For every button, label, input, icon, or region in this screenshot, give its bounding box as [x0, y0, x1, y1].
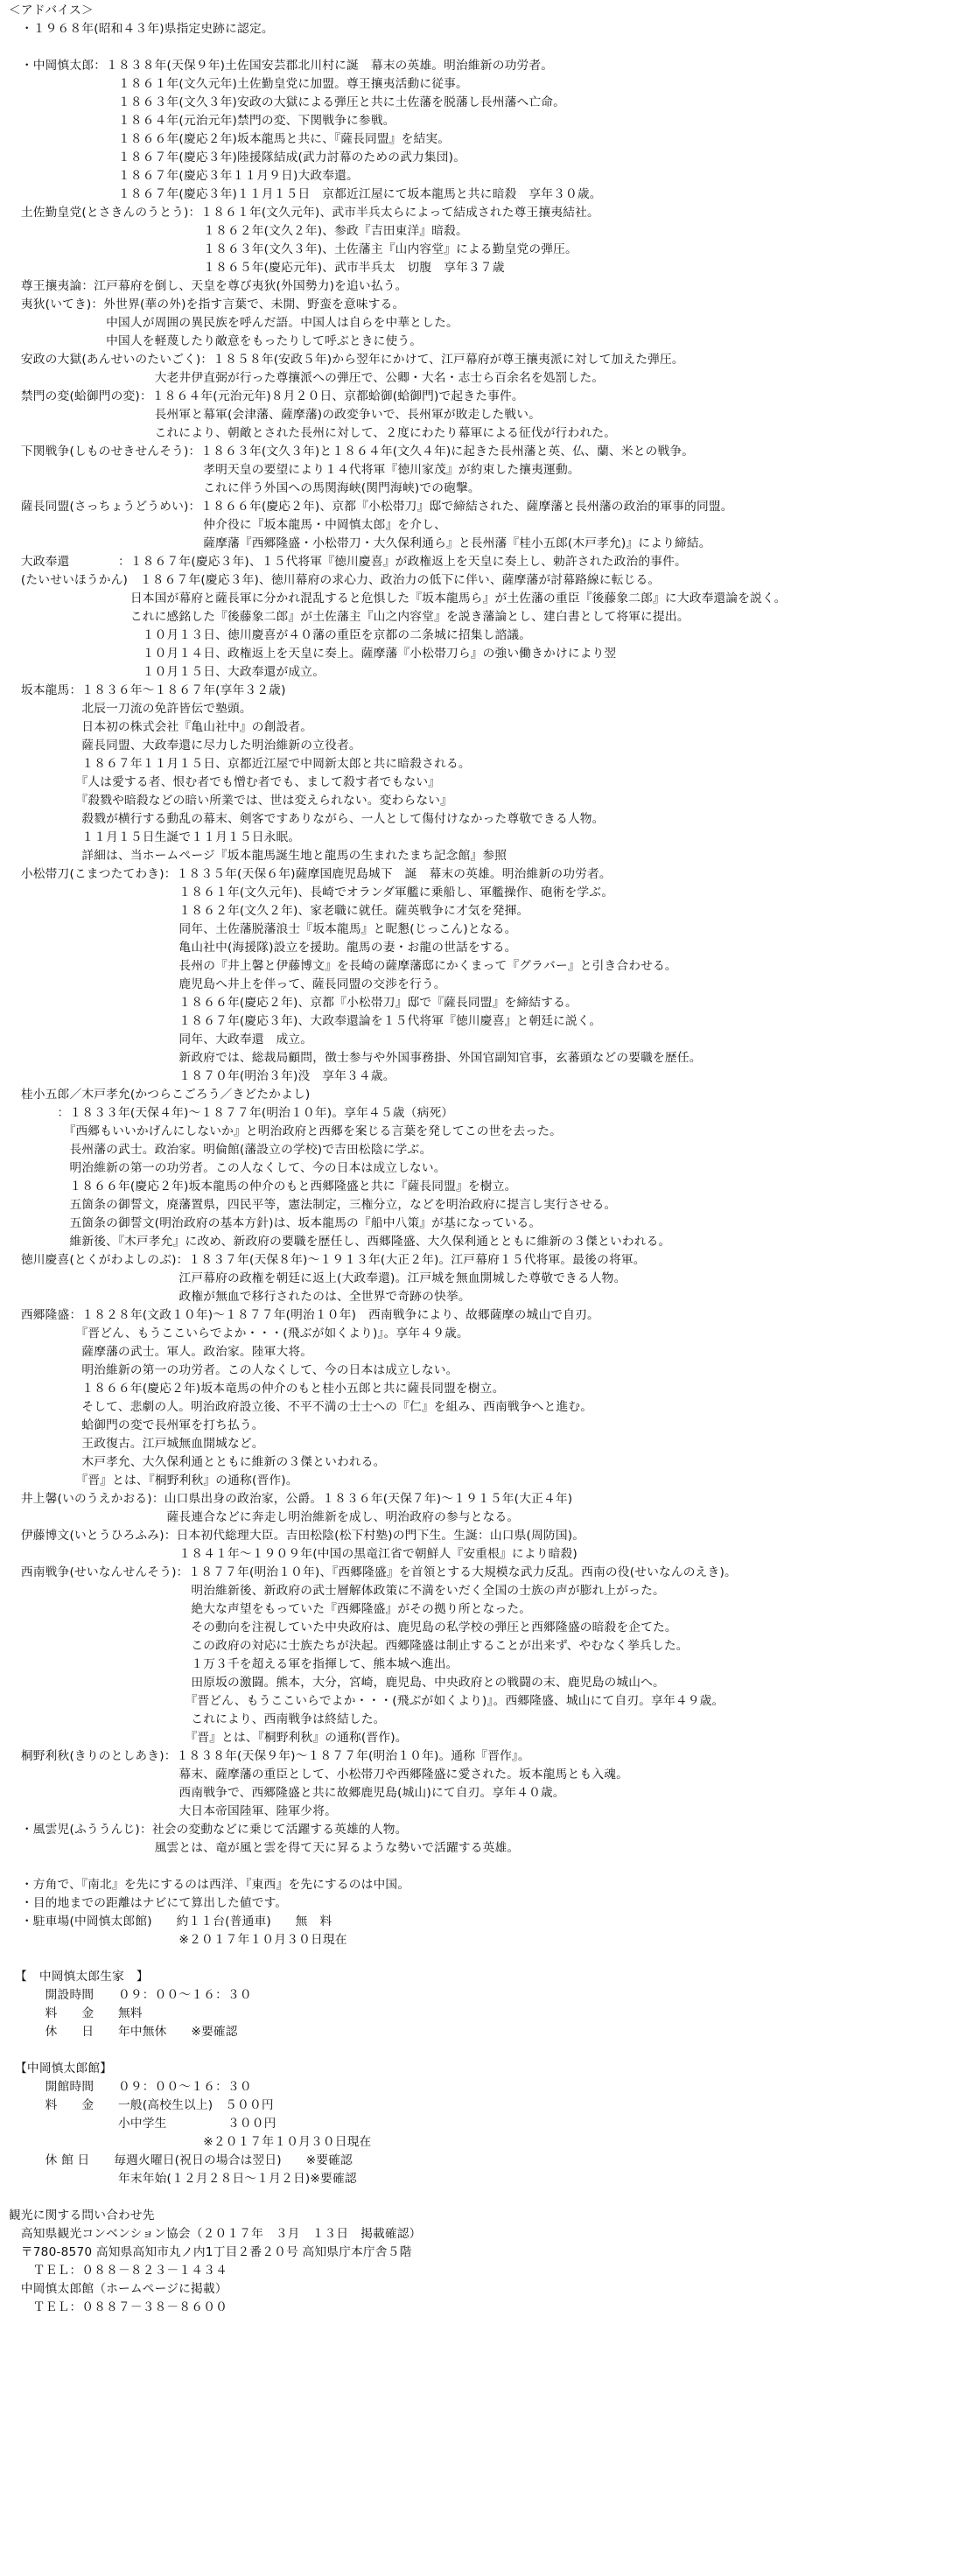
text-line: 明治維新の第一の功労者。この人なくして、今の日本は成立しない。: [9, 1161, 446, 1175]
blank-line: [9, 1858, 971, 1876]
text-line: 亀山社中(海援隊)設立を援助。龍馬の妻・お龍の世話をする。: [9, 941, 517, 955]
text-line: 料 金 無料: [9, 2006, 143, 2020]
text-line: １８６３年(文久３年)安政の大獄による弾圧と共に土佐藩を脱藩し長州藩へ亡命。: [9, 95, 566, 109]
text-line: １８６７年(慶応３年)１１月１５日 京都近江屋にて坂本龍馬と共に暗殺 享年３０歳。: [9, 187, 602, 201]
text-line: 〒780-8570 高知県高知市丸ノ内1丁目２番２０号 高知県庁本庁舎５階: [9, 2245, 412, 2259]
text-line: 尊王攘夷論：江戸幕府を倒し、天皇を尊び夷狄(外国勢力)を追い払う。: [9, 279, 408, 293]
text-line: 明治維新後、新政府の武士層解体政策に不満をいだく全国の士族の声が膨れ上がった。: [9, 1584, 665, 1598]
text-line: 大政奉還 ：１８６７年(慶応３年)、１５代将軍『徳川慶喜』が政権返上を天皇に奏上し、勅許された政治的事件。: [9, 555, 687, 569]
text-line: 詳細は、当ホームページ『坂本龍馬誕生地と龍馬の生まれたまち記念館』参照: [9, 849, 508, 863]
blank-line: [9, 2188, 971, 2207]
text-line: ：１８３３年(天保４年)～１８７７年(明治１０年)。享年４５歳（病死）: [9, 1106, 454, 1120]
text-line: １１月１５日生誕で１１月１５日永眠。: [9, 830, 301, 844]
text-line: 北辰一刀流の免許皆伝で塾頭。: [9, 702, 252, 716]
text-line: 長州藩の武士。政治家。明倫館(藩設立の学校)で吉田松陰に学ぶ。: [9, 1143, 432, 1157]
text-line: ・目的地までの距離はナビにて算出した値です。: [9, 1896, 288, 1910]
text-line: ※２０１７年１０月３０日現在: [9, 2135, 372, 2149]
text-line: その動向を注視していた中央政府は、鹿児島の私学校の弾圧と西郷隆盛の暗殺を企てた。: [9, 1620, 677, 1634]
text-line: 【 中岡慎太郎生家 】: [9, 1970, 149, 1984]
text-line: 王政復古。江戸城無血開城など。: [9, 1437, 264, 1451]
text-line: 五箇条の御誓文(明治政府の基本方針)は、坂本龍馬の『船中八策』が基になっている。: [9, 1216, 542, 1230]
blank-line: [9, 38, 971, 57]
text-line: 『晋』とは、『桐野利秋』の通称(晋作)。: [9, 1731, 408, 1745]
text-line: ※２０１７年１０月３０日現在: [9, 1933, 347, 1947]
text-line: 『晋どん、もうここいらでよか・・・(飛ぶが如くより)』。西郷隆盛、城山にて自刃。享年４９歳。: [9, 1694, 724, 1708]
text-line: 新政府では、総裁局顧問，徴士参与や外国事務掛、外国官副知官事，玄蕃頭などの要職を歴任。: [9, 1051, 702, 1065]
text-line: (たいせいほうかん) １８６７年(慶応３年)、徳川幕府の求心力、政治力の低下に伴い、薩摩藩が討幕路線に転じる。: [9, 573, 661, 587]
text-line: 料 金 一般(高校生以上) ５００円: [9, 2098, 274, 2112]
text-line: 桂小五郎／木戸孝允(かつらこごろう／きどたかよし): [9, 1088, 311, 1102]
text-line: 仲介役に『坂本龍馬・中岡慎太郎』を介し、: [9, 518, 446, 532]
text-line: 徳川慶喜(とくがわよしのぶ)：１８３７年(天保８年)～１９１３年(大正２年)。江戸幕府１５代将軍。最後の将軍。: [9, 1253, 646, 1267]
text-line: 坂本龍馬：１８３６年～１８６７年(享年３２歳): [9, 683, 286, 697]
text-line: １８６１年(文久元年)、長崎でオランダ軍艦に乗船し、軍艦操作、砲術を学ぶ。: [9, 886, 614, 900]
text-line: ＴＥＬ：０８８－８２３－１４３４: [9, 2264, 228, 2278]
text-line: １８６６年(慶応２年)坂本龍馬の仲介のもと西郷隆盛と共に『薩長同盟』を樹立。: [9, 1180, 517, 1194]
text-line: １０月１３日、徳川慶喜が４０藩の重臣を京都の二条城に招集し諮議。: [9, 628, 532, 642]
text-line: 井上馨(いのうえかおる)：山口県出身の政治家，公爵。１８３６年(天保７年)～１９１５年(大正４年): [9, 1492, 573, 1506]
text-line: 同年、土佐藩脱藩浪士『坂本龍馬』と昵懇(じっこん)となる。: [9, 922, 517, 936]
text-line: １８６７年(慶応３年)陸援隊結成(武力討幕のための武力集団)。: [9, 150, 466, 164]
text-line: 開設時間 ０９：００～１６：３０: [9, 1988, 252, 2002]
text-line: 中国人が周囲の異民族を呼んだ語。中国人は自らを中華とした。: [9, 316, 458, 330]
text-line: これにより、西南戦争は終結した。: [9, 1712, 386, 1726]
text-line: 西南戦争(せいなんせんそう)：１８７７年(明治１０年)、『西郷隆盛』を首領とする大規模な武力反乱。西南の役(せいなんのえき)。: [9, 1565, 737, 1579]
text-line: １８６２年(文久２年)、参政『吉田東洋』暗殺。: [9, 224, 468, 238]
text-line: 『西郷もいいかげんにしないか』と明治政府と西郷を案じる言葉を発してこの世を去った。: [9, 1124, 562, 1138]
text-line: 薩長連合などに奔走し明治維新を成し、明治政府の参与となる。: [9, 1510, 520, 1524]
text-line: 休 日 年中無休 ※要確認: [9, 2025, 238, 2039]
text-line: 維新後、『木戸孝允』に改め、新政府の要職を歴任し、西郷隆盛、大久保利通とともに維新の３傑といわれる。: [9, 1235, 671, 1249]
text-line: 高知県観光コンベンション協会（２０１７年 ３月 １３日 掲載確認）: [9, 2227, 422, 2241]
text-line: 『晋どん、もうここいらでよか・・・(飛ぶが如くより)』。享年４９歳。: [9, 1326, 469, 1340]
text-line: そして、悲劇の人。明治政府設立後、不平不満の士士への『仁』を組み、西南戦争へと進む。: [9, 1400, 593, 1414]
text-line: １８６２年(文久２年)、家老職に就任。薩英戦争に才気を発揮。: [9, 904, 529, 918]
text-line: １８６６年(慶応２年)、京都『小松帯刀』邸で『薩長同盟』を締結する。: [9, 996, 578, 1010]
text-line: 殺戮が横行する動乱の幕末、剣客ですありながら、一人として傷付けなかった尊敬できる人物。: [9, 812, 605, 826]
text-line: 中岡慎太郎館（ホームページに掲載）: [9, 2282, 228, 2296]
text-line: 薩摩藩『西郷隆盛・小松帯刀・大久保利通ら』と長州藩『桂小五郎(木戸孝允)』により締結。: [9, 536, 711, 550]
text-line: １８６５年(慶応元年)、武市半兵太 切腹 享年３７歳: [9, 261, 505, 275]
text-line: 土佐勤皇党(とさきんのうとう)：１８６１年(文久元年)、武市半兵太らによって結成された尊王攘夷結社。: [9, 206, 599, 220]
text-line: ・駐車場(中岡慎太郎館) 約１１台(普通車) 無 料: [9, 1914, 332, 1928]
text-line: 幕末、薩摩藩の重臣として、小松帯刀や西郷隆盛に愛された。坂本龍馬とも入魂。: [9, 1768, 628, 1782]
text-line: 年末年始(１２月２８日～１月２日)※要確認: [9, 2172, 357, 2186]
text-line: １８６４年(元治元年)禁門の変、下関戦争に参戦。: [9, 114, 396, 128]
text-line: １８４１年～１９０９年(中国の黒竜江省で朝鮮人『安重根』により暗殺): [9, 1547, 578, 1561]
text-line: ・１９６８年(昭和４３年)県指定史跡に認定。: [9, 22, 274, 36]
text-line: 小松帯刀(こまつたてわき)：１８３５年(天保６年)薩摩国鹿児島城下 誕 幕末の英雄。明治維新の功労者。: [9, 867, 612, 881]
text-line: 夷狄(いてき)：外世界(華の外)を指す言葉で、未開、野蛮を意味する。: [9, 298, 405, 312]
text-line: 下関戦争(しものせきせんそう)：１８６３年(文久３年)と１８６４年(文久４年)に起きた長州藩と英、仏、蘭、米との戦争。: [9, 444, 695, 458]
text-line: 田原坂の激闘。熊本，大分，宮崎，鹿児島、中央政府との戦闘の末、鹿児島の城山へ。: [9, 1676, 665, 1690]
text-line: 大日本帝国陸軍、陸軍少将。: [9, 1804, 337, 1818]
text-line: 五箇条の御誓文，廃藩置県，四民平等，憲法制定，三権分立，などを明治政府に提言し実行させる。: [9, 1198, 617, 1212]
text-line: 蛤御門の変で長州軍を打ち払う。: [9, 1418, 264, 1432]
text-line: この政府の対応に士族たちが決起。西郷隆盛は制止することが出来ず、やむなく挙兵した。: [9, 1639, 689, 1653]
text-line: 安政の大獄(あんせいのたいごく)：１８５８年(安政５年)から翌年にかけて、江戸幕府が尊王攘夷派に対して加えた弾圧。: [9, 353, 684, 367]
text-line: １０月１４日、政権返上を天皇に奏上。薩摩藩『小松帯刀ら』の強い働きかけにより翌: [9, 647, 617, 661]
blank-line: [9, 2041, 971, 2060]
text-line: １８６７年(慶応３年)、大政奉還論を１５代将軍『徳川慶喜』と朝廷に説く。: [9, 1014, 602, 1028]
text-line: 『晋』とは、『桐野利秋』の通称(晋作)。: [9, 1474, 298, 1488]
text-line: １０月１５日、大政奉還が成立。: [9, 665, 326, 679]
text-line: これにより、朝敵とされた長州に対して、２度にわたり幕軍による征伐が行われた。: [9, 426, 617, 440]
text-line: １８６７年１１月１５日、京都近江屋で中岡新太郎と共に暗殺される。: [9, 757, 471, 771]
text-line: 日本初の株式会社『亀山社中』の創設者。: [9, 720, 313, 734]
text-line: ・中岡慎太郎：１８３８年(天保９年)土佐国安芸郡北川村に誕 幕末の英雄。明治維新の功労者。: [9, 59, 554, 73]
text-line: 同年、大政奉還 成立。: [9, 1032, 313, 1046]
text-line: 禁門の変(蛤御門の変)：１８６４年(元治元年)８月２０日、京都蛤御(蛤御門)で起きた事件。: [9, 389, 524, 403]
text-line: １８６６年(慶応２年)坂本竜馬の仲介のもと桂小五郎と共に薩長同盟を樹立。: [9, 1382, 505, 1396]
text-line: 桐野利秋(きりのとしあき)：１８３８年(天保９年)～１８７７年(明治１０年)。通称『晋作』。: [9, 1749, 530, 1763]
text-line: これに伴う外国への馬関海峡(関門海峡)での砲撃。: [9, 481, 480, 495]
text-line: ＜アドバイス＞: [9, 4, 94, 18]
text-line: １８７０年(明治３年)没 享年３４歳。: [9, 1069, 396, 1083]
text-line: 木戸孝允、大久保利通とともに維新の３傑といわれる。: [9, 1455, 386, 1469]
text-line: １８６３年(文久３年)、土佐藩主『山内容堂』による勤皇党の弾圧。: [9, 242, 578, 256]
text-line: ・方角で、『南北』を先にするのは西洋、『東西』を先にするのは中国。: [9, 1878, 410, 1892]
text-line: 長州の『井上馨と伊藤博文』を長崎の薩摩藩邸にかくまって『グラバー』と引き合わせる。: [9, 959, 677, 973]
text-line: 江戸幕府の政権を朝廷に返上(大政奉還)。江戸城を無血開城した尊敬できる人物。: [9, 1271, 626, 1285]
text-line: １８６６年(慶応２年)坂本龍馬と共に、『薩長同盟』を結実。: [9, 132, 451, 146]
text-line: 孝明天皇の要望により１４代将軍『徳川家茂』が約束した攘夷運動。: [9, 463, 580, 477]
text-line: 政権が無血で移行されたのは、全世界で奇跡の快挙。: [9, 1290, 471, 1304]
text-line: これに感銘した『後藤象二郎』が土佐藩主『山之内容堂』を説き藩論とし、建白書として将軍に提出。: [9, 610, 690, 624]
text-line: 明治維新の第一の功労者。この人なくして、今の日本は成立しない。: [9, 1363, 458, 1377]
text-line: 大老井伊直弼が行った尊攘派への弾圧で、公卿・大名・志士ら百余名を処罰した。: [9, 371, 605, 385]
text-line: 薩長同盟、大政奉還に尽力した明治維新の立役者。: [9, 738, 361, 752]
text-line: 絶大な声望をもっていた『西郷隆盛』がその拠り所となった。: [9, 1602, 532, 1616]
text-line: 中国人を軽蔑したり敵意をもったりして呼ぶときに使う。: [9, 334, 423, 348]
text-line: 長州軍と幕軍(会津藩、薩摩藩)の政変争いで、長州軍が敗走した戦い。: [9, 408, 541, 422]
text-line: 西南戦争で、西郷隆盛と共に故郷鹿児島(城山)にて自刃。享年４０歳。: [9, 1786, 565, 1800]
blank-line: [9, 1950, 971, 1968]
text-line: 『殺戮や暗殺などの暗い所業では、世は変えられない。変わらない』: [9, 794, 452, 808]
text-line: 西郷隆盛：１８２８年(文政１０年)～１８７７年(明治１０年) 西南戦争により、故郷薩摩の城山で自刃。: [9, 1308, 599, 1322]
text-line: 鹿児島へ井上を伴って、薩長同盟の交渉を行う。: [9, 977, 446, 991]
text-line: 日本国が幕府と薩長軍に分かれ混乱すると危惧した『坂本龍馬ら』が土佐藩の重臣『後藤象二郎』に大政奉還論を説く。: [9, 592, 787, 606]
text-line: １８６１年(文久元年)土佐勤皇党に加盟。尊王攘夷活動に従事。: [9, 77, 468, 91]
text-line: 伊藤博文(いとうひろふみ)：日本初代総理大臣。吉田松陰(松下村塾)の門下生。生誕：山口県(周防国)。: [9, 1529, 585, 1543]
text-line: ＴＥＬ：０８８７－３８－８６００: [9, 2300, 228, 2314]
text-line: ・風雲児(ふううんじ)：社会の変動などに乗じて活躍する英雄的人物。: [9, 1823, 408, 1837]
text-line: 風雲とは、竜が風と雲を得て天に昇るような勢いで活躍する英雄。: [9, 1841, 520, 1855]
text-line: 『人は愛する者、恨む者でも憎む者でも、まして殺す者でもない』: [9, 775, 441, 789]
text-line: １８６７年(慶応３年１１月９日)大政奉還。: [9, 169, 359, 183]
text-line: 薩長同盟(さっちょうどうめい)：１８６６年(慶応２年)、京都『小松帯刀』邸で締結された、薩摩藩と長州藩の政治的軍事的同盟。: [9, 500, 733, 514]
text-line: １万３千を超える軍を指揮して、熊本城へ進出。: [9, 1657, 458, 1671]
text-line: 小中学生 ３００円: [9, 2117, 276, 2131]
text-line: 休 館 日 毎週火曜日(祝日の場合は翌日) ※要確認: [9, 2153, 353, 2167]
text-line: 開館時間 ０９：００～１６：３０: [9, 2080, 252, 2094]
text-line: 【中岡慎太郎館】: [9, 2062, 113, 2076]
text-line: 観光に関する問い合わせ先: [9, 2208, 155, 2222]
text-line: 薩摩藩の武士。軍人。政治家。陸軍大将。: [9, 1345, 313, 1359]
